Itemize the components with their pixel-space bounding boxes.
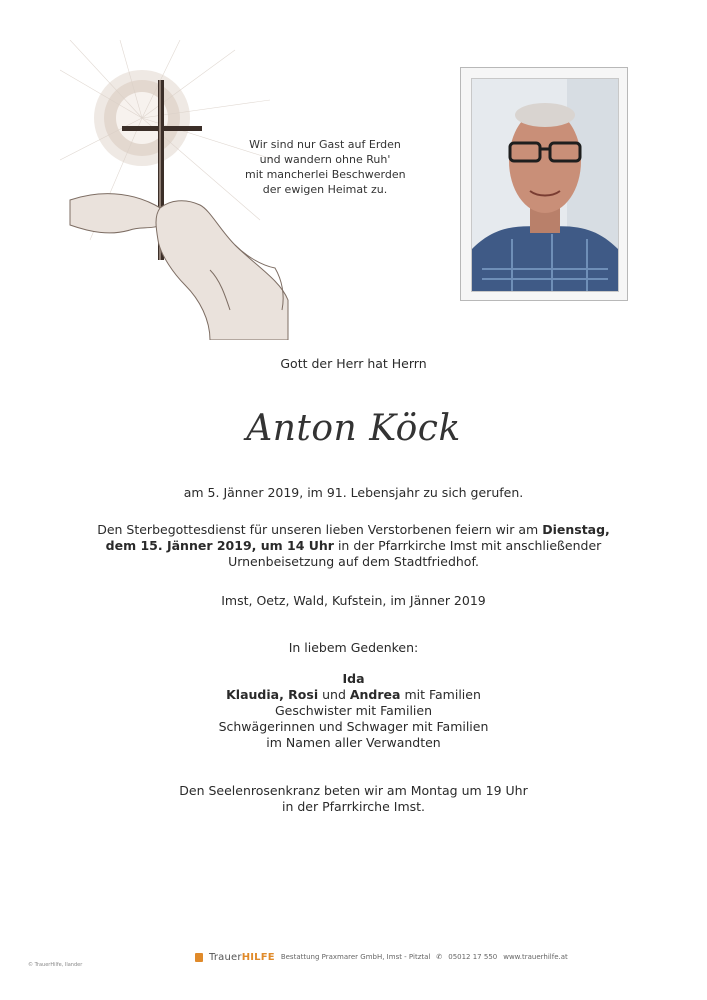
mourner-line-3: Geschwister mit Familien (274, 703, 433, 718)
trauerhilfe-logo-icon (195, 953, 203, 962)
memory-heading: In liebem Gedenken: (288, 640, 419, 655)
intro-line: Gott der Herr hat Herrn (280, 356, 427, 371)
poem-line: und wandern ohne Ruh' (259, 153, 391, 166)
service-line-1 (0, 522, 707, 538)
logo-text-accent: HILFE (241, 951, 275, 963)
mourner-name: Ida (342, 671, 365, 686)
rosary-line-1: Den Seelenrosenkranz beten wir am Montag um 19 Uhr (179, 783, 528, 798)
service-text: Den Sterbegottesdienst für unseren lieben Verstorbenen feiern wir am (97, 522, 543, 537)
service-line-3: Urnenbeisetzung auf dem Stadtfriedhof. (228, 554, 479, 569)
place-date: Imst, Oetz, Wald, Kufstein, im Jänner 2019 (221, 593, 486, 608)
mourner-line-5: im Namen aller Verwandten (266, 735, 441, 750)
deceased-name: Anton Köck (246, 408, 461, 449)
mourner-name: Andrea (349, 687, 401, 702)
footer-website[interactable]: www.trauerhilfe.at (503, 953, 568, 961)
poem-line: der ewigen Heimat zu. (262, 183, 388, 196)
footer-phone: 05012 17 550 (448, 953, 498, 961)
service-text: in der Pfarrkirche Imst mit anschließender (333, 538, 602, 553)
portrait-frame (460, 67, 628, 301)
logo-text: Trauer (209, 951, 242, 963)
service-day: Dienstag, (542, 522, 610, 537)
portrait-photo (471, 78, 619, 292)
poem-line: Wir sind nur Gast auf Erden (249, 138, 401, 151)
footer-company: Bestattung Praxmarer GmbH, Imst - Pitztal (280, 953, 431, 961)
footer (195, 950, 568, 964)
mourner-first (0, 671, 707, 687)
corner-note: © TrauerHilfe, Ilander (28, 962, 83, 968)
mourner-text: mit Familien (400, 687, 481, 702)
footer-logo (209, 952, 275, 963)
service-datetime: dem 15. Jänner 2019, um 14 Uhr (105, 538, 334, 553)
mourner-line-2 (0, 687, 707, 703)
death-line: am 5. Jänner 2019, im 91. Lebensjahr zu sich gerufen. (183, 485, 524, 500)
portrait-image (472, 79, 618, 291)
mourner-text: und (318, 687, 350, 702)
rosary-line-2: in der Pfarrkirche Imst. (281, 799, 426, 814)
mourner-name: Klaudia, Rosi (226, 687, 319, 702)
poem-line: mit mancherlei Beschwerden (245, 168, 406, 181)
phone-icon: ✆ (436, 953, 443, 961)
mourner-line-4: Schwägerinnen und Schwager mit Familien (218, 719, 489, 734)
poem (245, 137, 405, 197)
service-line-2 (0, 538, 707, 554)
